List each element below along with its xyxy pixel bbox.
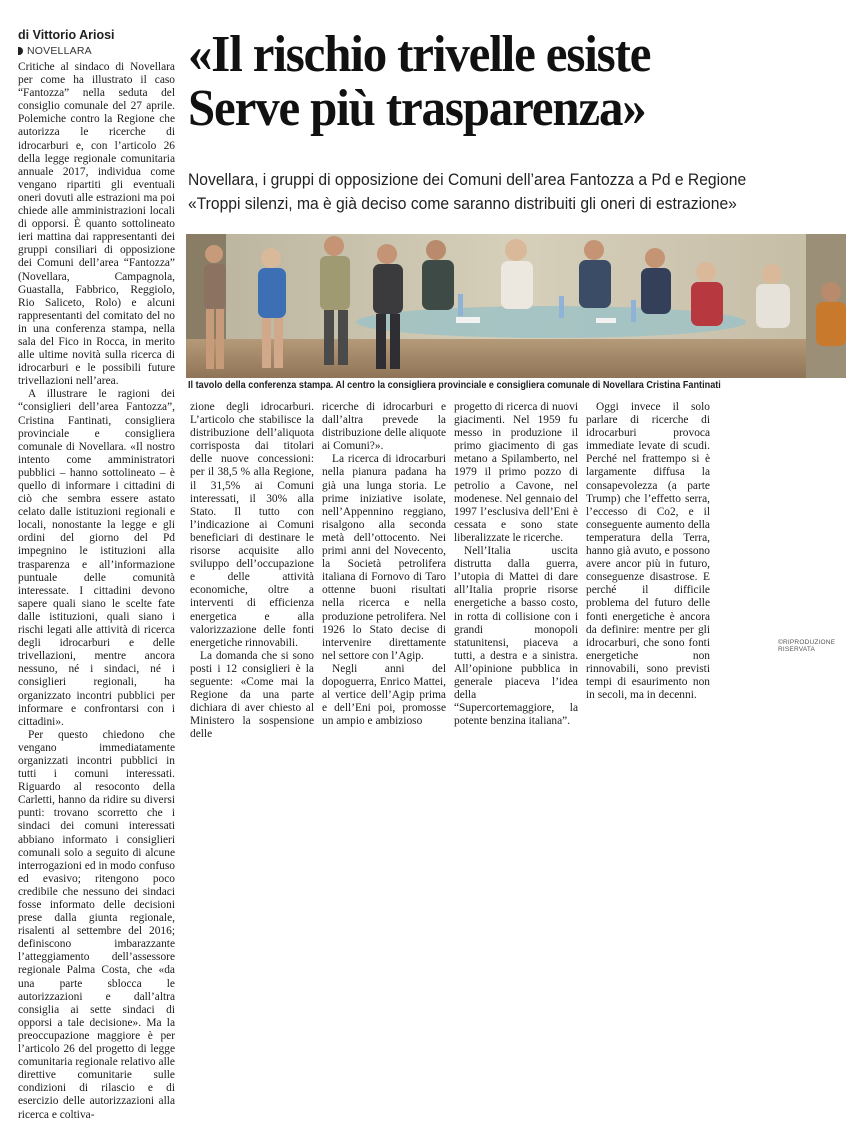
copyright-notice: ©RIPRODUZIONE RISERVATA (778, 639, 836, 653)
headline-line: Serve più trasparenza» (188, 80, 646, 137)
body-column (190, 401, 314, 741)
subheadline (188, 168, 850, 216)
press-conference-photo (186, 234, 846, 378)
headline (188, 28, 808, 136)
paragraph: progetto di ricerca di nuovi giacimenti. Nel 1959 fu messo in produzione il primo giacimento di gas metano a Spilamberto, nel 1979 il primo pozzo di petrolio a Cavone, nel modenese. Nel gennaio del 1997 l’esclusiva dell’Eni è cessata e sono state liberalizzate le ricerche. (454, 401, 578, 544)
left-column (18, 61, 175, 1122)
body-column (322, 401, 446, 728)
paragraph: La domanda che si sono posti i 12 consiglieri è la seguente: «Come mai la Regione da una parte dichiara di aver chiesto al Ministero la sospensione delle (190, 649, 314, 741)
location-label: NOVELLARA (27, 45, 92, 57)
paragraph: Nell’Italia uscita distrutta dalla guerra, l’utopia di Mattei di dare all’Italia proprie risorse energetiche a basso costo, in rotta di collisione con i grandi monopoli statunitensi, piaceva a tutti, a destra e a sinistra. All’opinione pubblica in generale piaceva l’idea della “Supercortemaggiore, la potente benzina italiana”. (454, 545, 578, 728)
headline-line: «Il rischio trivelle esiste (188, 26, 651, 83)
paragraph: A illustrare le ragioni dei “consiglieri dell’area Fantozza”, Cristina Fantinati, consigliera provinciale e consigliera comunale di Novellara. «Il nostro intento come amministratori pubblici – hanno sottolineato – è quello di informare i cittadini di ciò che sembra essere astato celato dalle istituzioni regionali e locali, nonostante la legge e gli ordini del giorno del Pd impegnino le istituzioni alla trasparenza e all’informazione puntuale delle comunità interessate. I cittadini devono sapere quali siano le scelte fate dalle istituzioni, quali siano i rischi legati alle attività di ricerca degli idrocarburi e delle trivellazioni, mentre ancora nessuno, né i sindaci, né i consiglieri regionali, ha organizzato incontri pubblici per informare e confrontarsi con i cittadini». (18, 388, 175, 728)
subheadline-line: «Troppi silenzi, ma è già deciso come saranno distribuiti gli oneri di estrazione» (188, 194, 737, 213)
subheadline-line: Novellara, i gruppi di opposizione dei Comuni dell’area Fantozza a Pd e Regione (188, 170, 747, 189)
paragraph: ricerche di idrocarburi e dall’altra prevede la distribuzione delle aliquote ai Comuni?». (322, 401, 446, 453)
photo-caption: Il tavolo della conferenza stampa. Al centro la consigliera provinciale e consigliera comunale di Novellara Cristina Fantinati (188, 380, 721, 391)
byline: di Vittorio Ariosi (18, 28, 115, 42)
body-column (586, 401, 710, 702)
paragraph: Per questo chiedono che vengano immediatamente organizzati incontri pubblici in tutti i comuni interessati. Riguardo al resoconto della Carletti, hanno da ridire su diversi punti: trovano scorretto che i sindaci dei comuni interessati abbiano informato i consiglieri comunali solo a seguito di alcune interrogazioni ed in modo confuso ed evasivo; ritengono poco credibile che nessuno dei sindaci fosse informato delle decisioni prese dalla giunta regionale, risalenti al settembre del 2016; definiscono imbarazzante l’atteggiamento dell’assessore regionale Palma Costa, che «da una parte sblocca le autorizzazioni e dall’altra consiglia ai sette sindaci di opporsi a tale decisione». Ma la preoccupazione maggiore è per l’articolo 26 del progetto di legge comunitaria regionale relativo alle direttive comunitarie sulle condizioni di rilascio e di esercizio delle autorizzazioni alla ricerca e coltiva- (18, 728, 175, 1121)
paragraph: Critiche al sindaco di Novellara per come ha illustrato il caso “Fantozza” nella seduta del consiglio comunale del 27 aprile. Polemiche contro la Regione che autorizza le ricerche di idrocarburi e, con l’articolo 26 della legge regionale comunitaria annuale 2017, individua come vengano ripartiti gli eventuali oneri dovuti alle estrazioni ma poi chiede alle amministrazioni locali di opporsi. È quanto sottolineato ieri mattina dai rappresentanti dei gruppi consiliari di opposizione dei Comuni dell’area “Fantozza” (Novellara, Campagnola, Guastalla, Fabbrico, Reggiolo, Rio Saliceto, Rolo) e alcuni rappresentanti del comitato del no in una conferenza stampa, nella sala del Fico in Rocca, in merito alle ultime novità sulla ricerca di idrocarburi e le possibili future trivellazioni nell’area. (18, 61, 175, 388)
location-tag (18, 45, 92, 57)
paragraph: La ricerca di idrocarburi nella pianura padana ha già una lunga storia. Le prime iniziative isolate, nell’Appennino reggiano, risalgono alla seconda metà dell’ottocento. Nei primi anni del Novecento, la Società petrolifera italiana di Fornovo di Taro ottenne buoni risultati nella ricerca e nella produzione petrolifera. Nel 1926 lo Stato decise di intervenire direttamente nel settore con l’Agip. (322, 453, 446, 662)
paragraph: Oggi invece il solo parlare di ricerche di idrocarburi provoca immediate levate di scudi. Perché nel frattempo si è largamente diffusa la consapevolezza (a parte Trump) che l’effetto serra, l’eccesso di Co2, e il conseguente aumento della temperatura della Terra, hanno già avuto, e possono avere ancor più in futuro, conseguenze disastrose. E perché il difficile problema del futuro delle fonti energetiche è ancora da definire: mentre per gli idrocarburi, che sono fonti energetiche non rinnovabili, sono previsti tempi di esaurimento non in secoli, ma in decenni. (586, 401, 710, 702)
paragraph: zione degli idrocarburi. L’articolo che stabilisce la distribuzione dell’aliquota corrisposta dai titolari delle nuove concessioni: per il 38,5 % alla Regione, il 31,5% ai Comuni interessati, il 30% alla Stato. Il tutto con l’indicazione ai Comuni beneficiari di destinare le risorse acquisite allo sviluppo dell’occupazione e delle attività economiche, oltre a interventi di efficienza energetica e alla valorizzazione delle fonti energetiche rinnovabili. (190, 401, 314, 649)
paragraph: Negli anni del dopoguerra, Enrico Mattei, al vertice dell’Agip prima e dell’Eni poi, promosse un ampio e ambizioso (322, 662, 446, 728)
location-marker-icon (18, 47, 23, 55)
body-column (454, 401, 578, 728)
